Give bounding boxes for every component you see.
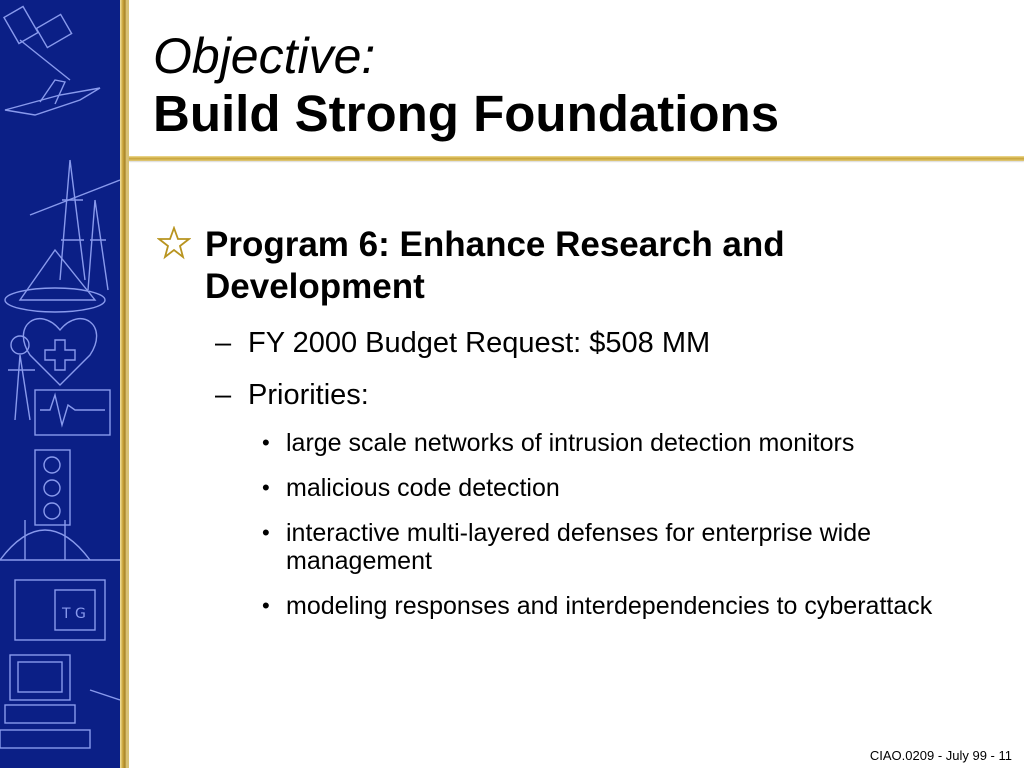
- dash-bullet: –: [215, 327, 232, 359]
- priority-item: [155, 592, 946, 620]
- priority-text: malicious code detection: [286, 474, 560, 502]
- priorities-label: Priorities:: [248, 379, 369, 411]
- priorities-item: [155, 378, 975, 412]
- budget-item: [155, 326, 975, 360]
- priority-item: [155, 474, 946, 502]
- priority-item: [155, 429, 946, 457]
- priority-text: modeling responses and interdependencies to cyberattack: [286, 592, 933, 620]
- infrastructure-illustration: [0, 0, 120, 768]
- priority-item: [155, 519, 946, 575]
- program-heading-item: [155, 224, 975, 308]
- slide-title: [153, 28, 993, 144]
- infrastructure-art-icon: [0, 0, 120, 768]
- dash-bullet: –: [215, 379, 232, 411]
- dot-bullet: •: [262, 475, 270, 500]
- title-underline: [129, 156, 1024, 161]
- priority-text: large scale networks of intrusion detection monitors: [286, 429, 855, 457]
- dot-bullet: •: [262, 430, 270, 455]
- slide-body: [155, 224, 975, 620]
- title-objective: Objective:: [153, 28, 376, 84]
- dot-bullet: •: [262, 593, 270, 618]
- budget-text: FY 2000 Budget Request: $508 MM: [248, 327, 711, 359]
- gold-divider-vertical: [120, 0, 127, 768]
- title-main: Build Strong Foundations: [153, 85, 780, 142]
- priority-text: interactive multi-layered defenses for enterprise wide management: [286, 519, 871, 575]
- dot-bullet: •: [262, 520, 270, 545]
- gold-divider-vertical-thin: [127, 0, 129, 768]
- slide-footer: CIAO.0209 - July 99 - 11: [869, 748, 1012, 763]
- svg-text:T G: T G: [62, 606, 86, 622]
- program-heading: Program 6: Enhance Research and Development: [205, 225, 785, 306]
- star-icon: [157, 226, 191, 260]
